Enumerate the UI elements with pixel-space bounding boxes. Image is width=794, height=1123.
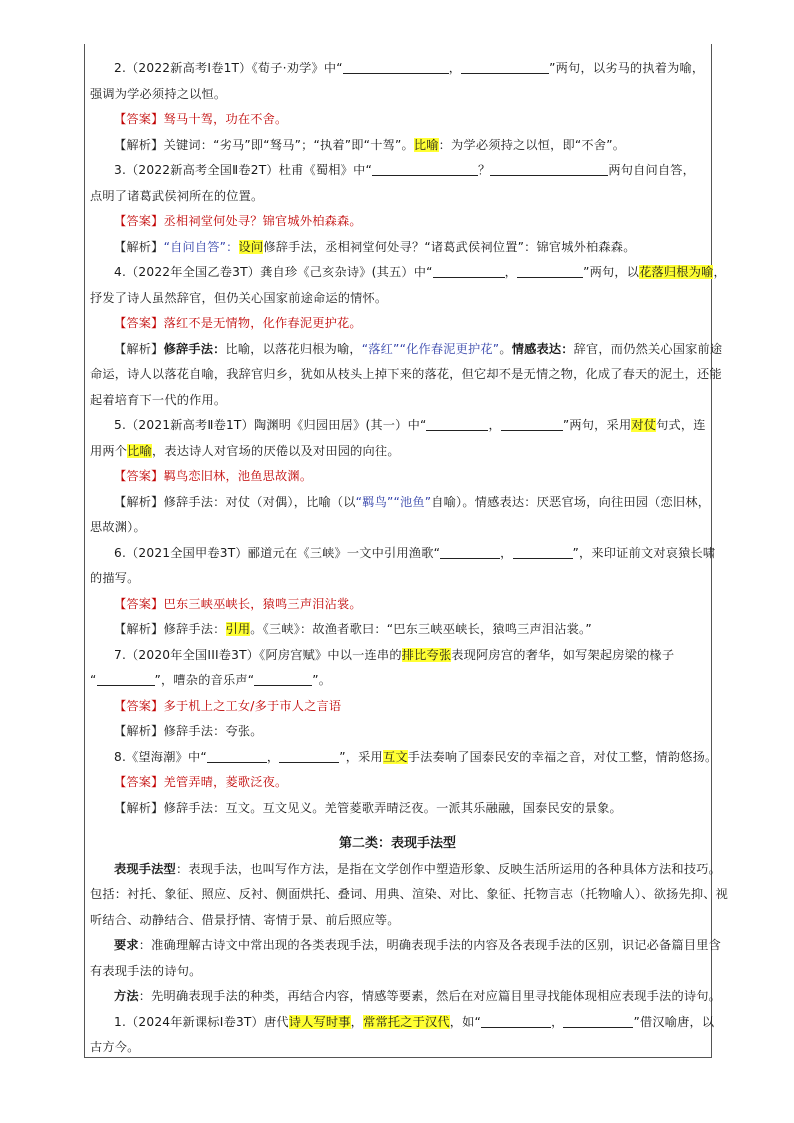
answer-blank[interactable]: [481, 1013, 551, 1028]
answer-7: 【答案】多于机上之工女/多于市人之言语: [114, 698, 342, 713]
answer-blank[interactable]: [97, 671, 155, 686]
section-requirement: 要求：准确理解古诗文中常出现的各类表现手法，明确表现手法的内容及各表现手法的区别，识记必备篇目里含: [114, 938, 721, 952]
analysis-4: 【解析】修辞手法：比喻，以落花归根为喻，“落红”“化作春泥更护花”。情感表达：辞官，而仍然关心国家前途: [114, 341, 723, 356]
question-5-cont: 用两个比喻，表达诗人对官场的厌倦以及对田园的向往。: [90, 443, 400, 458]
section-definition-cont: 包括：衬托、象征、照应、反衬、侧面烘托、叠词、用典、渲染、对比、象征、托物言志（托物喻人）、欲扬先抑、视: [90, 887, 729, 901]
analysis-5-cont: 思故渊）。: [90, 520, 146, 534]
answer-blank[interactable]: [461, 59, 549, 74]
answer-blank[interactable]: [433, 263, 505, 278]
question-4-cont: 抒发了诗人虽然辞官，但仍关心国家前途命运的情怀。: [90, 290, 388, 305]
answer-blank[interactable]: [513, 544, 573, 559]
section-requirement-cont: 有表现手法的诗句。: [90, 963, 202, 978]
analysis-8: 【解析】修辞手法：互文。互文见义。羌管菱歌弄晴泛夜。一派其乐融融，国泰民安的景象。: [114, 800, 622, 815]
answer-2: 【答案】驽马十驾，功在不舍。: [114, 112, 288, 126]
analysis-5: 【解析】修辞手法：对仗（对偶），比喻（以“羁鸟”“池鱼”自喻）。情感表达：厌恶官场，向往田园（恋旧林，: [114, 494, 711, 509]
page-frame: [84, 44, 729, 1058]
question-3: 3.（2022新高考全国Ⅱ卷2T）杜甫《蜀相》中“ ？ 两句自问自答，: [114, 163, 696, 177]
question-6: 6.（2021全国甲卷3T）郦道元在《三峡》一文中引用渔歌“ ， ”，来印证前文对哀猿长啸: [114, 545, 716, 560]
question-3-cont: 点明了诸葛武侯祠所在的位置。: [90, 188, 264, 203]
section-definition: 表现手法型：表现手法，也叫写作方法，是指在文学创作中塑造形象、反映生活所运用的各种具体方法和技巧。: [114, 861, 721, 876]
section-method: 方法：先明确表现手法的种类，再结合内容，情感等要素，然后在对应篇目里寻找能体现相应表现手法的诗句。: [114, 989, 721, 1003]
answer-blank[interactable]: [279, 748, 339, 763]
answer-blank[interactable]: [440, 544, 500, 559]
question-7-cont: “ ”，嘈杂的音乐声“ ”。: [90, 673, 332, 687]
answer-4: 【答案】落红不是无情物，化作春泥更护花。: [114, 316, 362, 330]
answer-5: 【答案】羁鸟恋旧林，池鱼思故渊。: [114, 469, 313, 483]
analysis-6: 【解析】修辞手法：引用。《三峡》：故渔者歌曰：“巴东三峡巫峡长，猿鸣三声泪沾裳。”: [114, 622, 592, 636]
analysis-2: 【解析】关键词：“劣马”即“驽马”；“执着”即“十驾”。比喻：为学必须持之以恒，即“不舍”。: [114, 137, 626, 152]
section-definition-cont2: 听结合、动静结合、借景抒情、寄情于景、前后照应等。: [90, 912, 400, 927]
answer-blank[interactable]: [343, 59, 449, 74]
answer-blank[interactable]: [517, 263, 583, 278]
question-2: 2.（2022新高考Ⅰ卷1T）《荀子·劝学》中“ ， ”两句，以劣马的执着为喻，: [114, 61, 705, 75]
question-4: 4.（2022年全国乙卷3T）龚自珍《己亥杂诗》(其五）中“ ， ”两句，以花落归根为喻，: [114, 265, 726, 279]
answer-6: 【答案】巴东三峡巫峡长，猿鸣三声泪沾裳。: [114, 596, 362, 611]
answer-blank[interactable]: [372, 161, 478, 176]
answer-blank[interactable]: [563, 1013, 633, 1028]
section2-question-1-cont: 古方今。: [90, 1040, 140, 1054]
answer-blank[interactable]: [254, 671, 312, 686]
answer-8: 【答案】羌管弄晴，菱歌泛夜。: [114, 775, 288, 789]
answer-blank[interactable]: [490, 161, 608, 176]
page-content: [85, 56, 729, 1061]
analysis-4-cont2: 起着培育下一代的作用。: [90, 392, 227, 407]
section2-question-1: 1.（2024年新课标Ⅰ卷3T）唐代诗人写时事，常常托之于汉代，如“ ， ”借汉喻唐，以: [114, 1014, 715, 1029]
analysis-7: 【解析】修辞手法：夸张。: [114, 724, 263, 738]
question-8: 8.《望海潮》中“ ， ”，采用互文手法奏响了国泰民安的幸福之音，对仗工整，情韵悠扬。: [114, 749, 718, 764]
answer-blank[interactable]: [426, 416, 488, 431]
answer-blank[interactable]: [207, 748, 267, 763]
question-7: 7.（2020年全国III卷3T）《阿房宫赋》中以一连串的排比夸张表现阿房宫的奢华，如写架起房梁的椽子: [114, 647, 675, 662]
section-title: 第二类：表现手法型: [338, 836, 456, 851]
analysis-3: 【解析】“自问自答”：设问修辞手法，丞相祠堂何处寻？“诸葛武侯祠位置”：锦官城外柏森森。: [114, 239, 636, 254]
analysis-4-cont: 命运，诗人以落花自喻，我辞官归乡，犹如从枝头上掉下来的落花，但它却不是无情之物，化成了春天的泥土，还能: [90, 367, 722, 381]
question-6-cont: 的描写。: [90, 571, 140, 585]
question-5: 5.（2021新高考Ⅱ卷1T）陶渊明《归园田居》(其一）中“ ， ”两句，采用对仗句式，连: [114, 418, 706, 432]
question-2-cont: 强调为学必须持之以恒。: [90, 86, 227, 101]
answer-3: 【答案】丞相祠堂何处寻？锦官城外柏森森。: [114, 214, 362, 228]
answer-blank[interactable]: [501, 416, 563, 431]
